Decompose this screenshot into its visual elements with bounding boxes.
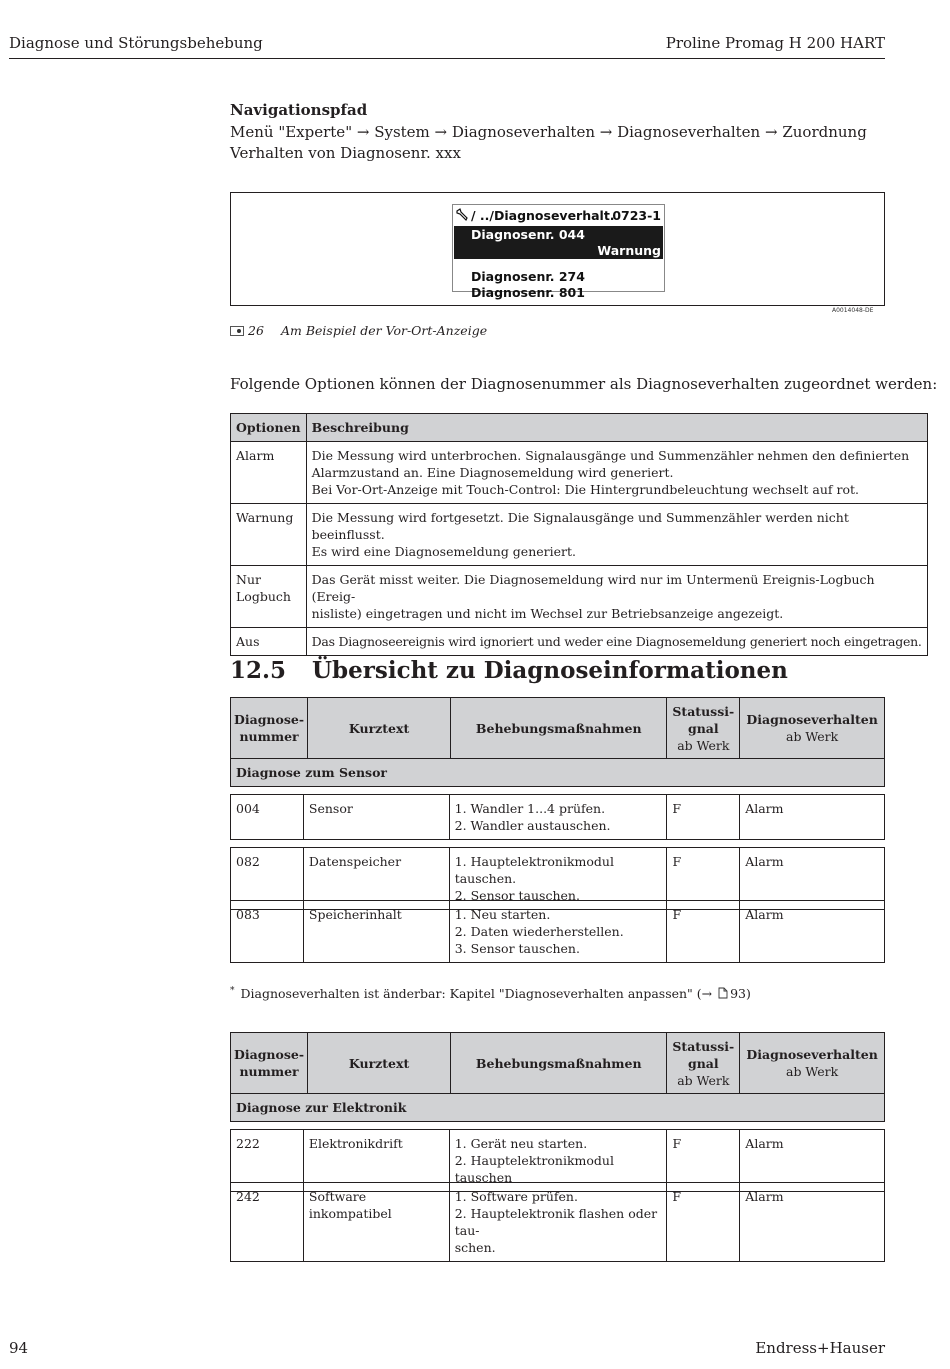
description-line: Bei Vor-Ort-Anzeige mit Touch-Control: Die Hintergrundbeleuchtung wechselt auf rot.: [311, 482, 859, 497]
table-row: [231, 795, 885, 840]
diagnostic-status: F: [667, 1130, 740, 1192]
diagnostic-entry-table: [230, 900, 885, 963]
description-line: Alarmzustand an. Eine Diagnosemeldung wird generiert.: [311, 465, 674, 480]
table-row: [231, 628, 928, 656]
diagnostic-number: 222: [231, 1130, 304, 1192]
table-header-row: [231, 1033, 885, 1094]
diagnostic-behavior: Alarm: [740, 795, 885, 840]
description-line: Es wird eine Diagnosemeldung generiert.: [311, 544, 576, 559]
option-name: Aus: [231, 628, 307, 656]
figure-caption: [230, 323, 487, 338]
column-header-text: Kurztext: [308, 1033, 451, 1094]
options-table: [230, 413, 928, 656]
diagnostic-short-text: Software inkompatibel: [303, 1183, 449, 1262]
table-row: [231, 1183, 885, 1262]
diagnostic-short-text: Elektronikdrift: [303, 1130, 449, 1192]
measure-line: 2. Hauptelektronikmodul tauschen: [454, 1153, 614, 1185]
group-title: Diagnose zur Elektronik: [231, 1094, 885, 1122]
intro-paragraph: Folgende Optionen können der Diagnosenummer als Diagnoseverhalten zugeordnet werden:: [230, 375, 938, 393]
diagnostic-status: F: [667, 795, 740, 840]
description-line: nisliste) eingetragen und nicht im Wechsel zur Betriebsanzeige angezeigt.: [311, 606, 784, 621]
diagnostic-short-text: Sensor: [303, 795, 449, 840]
measure-line: 2. Wandler austauschen.: [454, 818, 611, 833]
diagnostic-behavior: Alarm: [740, 1130, 885, 1192]
column-header-behavior: [740, 1033, 885, 1094]
brand-name: Endress+Hauser: [755, 1339, 885, 1357]
table-header-row: [231, 414, 928, 442]
measure-line: 1. Hauptelektronikmodul tauschen.: [454, 854, 614, 886]
header-line: Statussi-: [672, 1038, 735, 1054]
display-selected-item: [454, 226, 663, 259]
diagnostic-short-text: Speicherinhalt: [303, 901, 449, 963]
electronics-diagnostics-header-table: [230, 1032, 885, 1122]
header-line: Statussi-: [672, 703, 735, 719]
figure-code: A0014048-DE: [832, 307, 874, 314]
header-line: Diagnose-: [234, 1047, 305, 1062]
option-name: Warnung: [231, 504, 307, 566]
diagnostic-measures: [449, 795, 667, 840]
table-row: [231, 442, 928, 504]
header-line: nummer: [239, 729, 299, 744]
diagnostic-number: 082: [231, 848, 304, 910]
column-header-status: [667, 1033, 740, 1094]
navigation-path: Menü "Experte" → System → Diagnoseverhalten → Diagnoseverhalten → Zuordnung Verhalten von Diagnosenr. xxx: [230, 123, 867, 162]
header-line: gnal: [687, 1055, 719, 1071]
diagnostic-measures: [449, 901, 667, 963]
footnote-text: Diagnoseverhalten ist änderbar: Kapitel "Diagnoseverhalten anpassen" (→: [240, 986, 717, 1002]
running-header-product: Proline Promag H 200 HART: [665, 34, 885, 52]
figure-icon: [230, 326, 244, 336]
option-description: [306, 442, 927, 504]
header-divider: [9, 58, 885, 59]
section-heading: [230, 657, 788, 684]
measure-line: 2. Hauptelektronik flashen oder tau-: [454, 1206, 658, 1238]
header-line: ab Werk: [786, 729, 839, 744]
figure-frame: [230, 192, 885, 306]
page-reference-icon: [718, 987, 728, 999]
figure-caption-text: Am Beispiel der Vor-Ort-Anzeige: [281, 323, 488, 338]
option-description: [306, 628, 927, 656]
header-line: gnal: [687, 720, 719, 736]
column-header-number: [231, 1033, 308, 1094]
wrench-icon: [455, 208, 469, 222]
column-header: Beschreibung: [306, 414, 927, 442]
header-line: ab Werk: [786, 1064, 839, 1079]
display-header: [453, 207, 664, 224]
diagnostic-short-text: Datenspeicher: [303, 848, 449, 910]
group-title: Diagnose zum Sensor: [231, 759, 885, 787]
local-display: [452, 204, 665, 300]
column-header-measures: Behebungsmaßnahmen: [451, 698, 667, 759]
diagnostic-number: 242: [231, 1183, 304, 1262]
description-line: Das Gerät misst weiter. Die Diagnosemeldung wird nur im Untermenü Ereignis-Logbuch (Ereig-: [311, 572, 875, 604]
display-item: Diagnosenr. 801: [471, 285, 585, 300]
column-header-text: Kurztext: [308, 698, 451, 759]
table-row: [231, 504, 928, 566]
diagnostic-behavior: Alarm: [740, 901, 885, 963]
column-header: Optionen: [231, 414, 307, 442]
navigation-title: Navigationspfad: [230, 101, 368, 119]
column-header-number: [231, 698, 308, 759]
group-row: [231, 1094, 885, 1122]
page-number: 94: [9, 1339, 29, 1357]
section-number: 12.5: [230, 657, 287, 684]
display-path: / ../Diagnoseverhalt.: [471, 208, 615, 223]
footnote-mark: *: [230, 986, 235, 996]
display-selected-value: Warnung: [597, 243, 661, 258]
diagnostic-measures: [449, 1183, 667, 1262]
measure-line: 1. Gerät neu starten.: [454, 1136, 588, 1151]
header-line: Diagnose-: [234, 712, 305, 727]
footnote: [230, 986, 751, 1001]
diagnostic-number: 083: [231, 901, 304, 963]
sensor-diagnostics-header-table: [230, 697, 885, 787]
measure-line: 1. Neu starten.: [454, 907, 551, 922]
description-line: Das Diagnoseereignis wird ignoriert und weder eine Diagnosemeldung generiert noch eingetragen.: [311, 634, 922, 649]
description-line: Die Messung wird fortgesetzt. Die Signalausgänge und Summenzähler werden nicht beeinflusst.: [311, 510, 849, 542]
table-row: [231, 901, 885, 963]
measure-line: 3. Sensor tauschen.: [454, 941, 580, 956]
header-line: Diagnoseverhalten: [746, 712, 878, 727]
table-row: [231, 566, 928, 628]
measure-line: schen.: [454, 1240, 496, 1255]
header-line: ab Werk: [677, 1072, 730, 1088]
diagnostic-status: F: [667, 1183, 740, 1262]
option-description: [306, 504, 927, 566]
option-name: Nur Logbuch: [231, 566, 307, 628]
display-code: 0723-1: [612, 208, 661, 223]
group-row: [231, 759, 885, 787]
column-header-behavior: [740, 698, 885, 759]
diagnostic-behavior: Alarm: [740, 848, 885, 910]
section-title: Übersicht zu Diagnoseinformationen: [312, 657, 788, 684]
measure-line: 2. Daten wiederherstellen.: [454, 924, 624, 939]
diagnostic-status: F: [667, 901, 740, 963]
option-name: Alarm: [231, 442, 307, 504]
column-header-status: [667, 698, 740, 759]
measure-line: 2. Sensor tauschen.: [454, 888, 580, 903]
figure-number: 26: [248, 323, 264, 338]
running-header-chapter: Diagnose und Störungsbehebung: [9, 34, 263, 52]
footnote-page: 93): [730, 986, 751, 1002]
header-line: Diagnoseverhalten: [746, 1047, 878, 1062]
header-line: ab Werk: [677, 737, 730, 753]
table-header-row: [231, 698, 885, 759]
description-line: Die Messung wird unterbrochen. Signalausgänge und Summenzähler nehmen den definierten: [311, 448, 910, 463]
diagnostic-entry-table: [230, 1182, 885, 1262]
diagnostic-status: F: [667, 848, 740, 910]
diagnostic-number: 004: [231, 795, 304, 840]
column-header-measures: Behebungsmaßnahmen: [451, 1033, 667, 1094]
diagnostic-behavior: Alarm: [740, 1183, 885, 1262]
header-line: nummer: [239, 1064, 299, 1079]
measure-line: 1. Software prüfen.: [454, 1189, 578, 1204]
display-selected-label: Diagnosenr. 044: [471, 227, 585, 242]
measure-line: 1. Wandler 1...4 prüfen.: [454, 801, 606, 816]
option-description: [306, 566, 927, 628]
display-item: Diagnosenr. 274: [471, 269, 585, 284]
diagnostic-entry-table: [230, 794, 885, 840]
